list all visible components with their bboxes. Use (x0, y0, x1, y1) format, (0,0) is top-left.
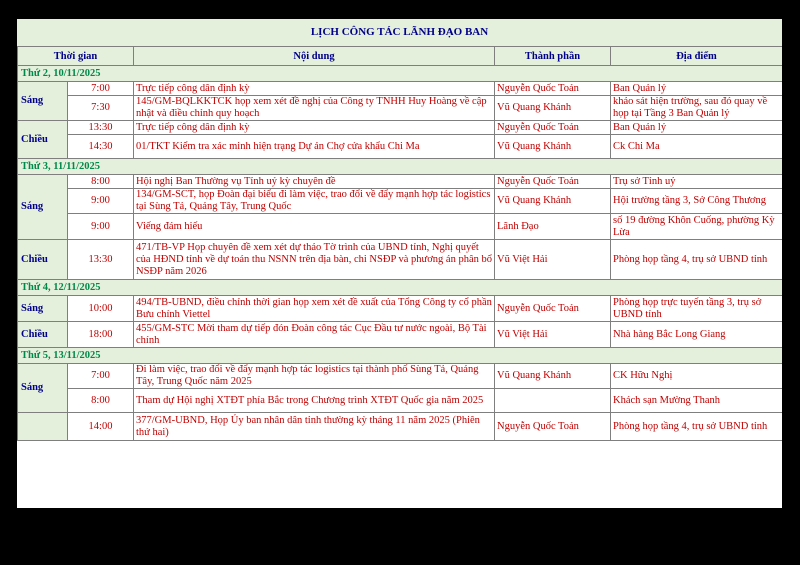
location-cell: Nhà hàng Bắc Long Giang (611, 322, 783, 348)
time-cell: 9:00 (68, 189, 134, 214)
time-cell: 14:30 (68, 135, 134, 159)
session-label: Sáng (18, 296, 68, 322)
content-cell: 377/GM-UBND, Họp Ủy ban nhân dân tỉnh thường kỳ tháng 11 năm 2025 (Phiên thứ hai) (134, 413, 495, 441)
participants-cell: Nguyễn Quốc Toản (495, 121, 611, 135)
location-cell: số 19 đường Khôn Cuống, phường Kỳ Lừa (611, 214, 783, 240)
location-cell: Trụ sở Tỉnh uỷ (611, 175, 783, 189)
session-label: Sáng (18, 364, 68, 413)
time-cell: 8:00 (68, 175, 134, 189)
location-cell: Khách sạn Mường Thanh (611, 389, 783, 413)
session-label: Chiều (18, 322, 68, 348)
table-row (18, 240, 783, 280)
content-cell: 471/TB-VP Họp chuyên đề xem xét dự thảo Tờ trình của UBND tỉnh, Nghị quyết của HĐND tỉnh về dự toán thu NSNN trên địa bàn, chi NSĐP và phương án phân bổ NSĐP năm 2026 (134, 240, 495, 280)
location-cell: CK Hữu Nghị (611, 364, 783, 389)
content-cell: Đi làm việc, trao đổi về đẩy mạnh hợp tác logistics tại thành phố Sùng Tả, Quảng Tây, Trung Quốc năm 2025 (134, 364, 495, 389)
schedule-table (17, 46, 782, 441)
header-participants: Thành phần (495, 47, 611, 66)
location-cell: Phòng họp tầng 4, trụ sở UBND tỉnh (611, 413, 783, 441)
location-cell: khảo sát hiện trường, sau đó quay về họp tại Tầng 3 Ban Quản lý (611, 96, 783, 121)
participants-cell: Vũ Quang Khánh (495, 364, 611, 389)
participants-cell: Lãnh Đạo (495, 214, 611, 240)
content-cell: Hội nghị Ban Thường vụ Tỉnh uỷ kỳ chuyên đề (134, 175, 495, 189)
table-row (18, 364, 783, 389)
content-cell: 134/GM-SCT, họp Đoàn đại biểu đi làm việc, trao đổi về đẩy mạnh hợp tác logistics tại Sùng Tả, Quảng Tây, Trung Quốc (134, 189, 495, 214)
day-label: Thứ 5, 13/11/2025 (18, 348, 783, 364)
participants-cell: Vũ Việt Hải (495, 322, 611, 348)
header-content: Nội dung (134, 47, 495, 66)
participants-cell: Vũ Việt Hải (495, 240, 611, 280)
table-row (18, 175, 783, 189)
day-row (18, 159, 783, 175)
session-label: Chiều (18, 240, 68, 280)
table-row (18, 189, 783, 214)
content-cell: Tham dự Hội nghị XTĐT phía Bắc trong Chương trình XTĐT Quốc gia năm 2025 (134, 389, 495, 413)
day-row (18, 280, 783, 296)
time-cell: 9:00 (68, 214, 134, 240)
participants-cell: Vũ Quang Khánh (495, 135, 611, 159)
time-cell: 7:00 (68, 82, 134, 96)
header-row (18, 47, 783, 66)
location-cell: Phòng họp tầng 4, trụ sở UBND tỉnh (611, 240, 783, 280)
participants-cell: Vũ Quang Khánh (495, 189, 611, 214)
table-row (18, 82, 783, 96)
table-row (18, 121, 783, 135)
day-label: Thứ 3, 11/11/2025 (18, 159, 783, 175)
table-row (18, 296, 783, 322)
session-label: Sáng (18, 82, 68, 121)
table-row (18, 135, 783, 159)
day-label: Thứ 2, 10/11/2025 (18, 66, 783, 82)
participants-cell: Nguyễn Quốc Toản (495, 82, 611, 96)
time-cell: 7:00 (68, 364, 134, 389)
participants-cell (495, 389, 611, 413)
time-cell: 13:30 (68, 240, 134, 280)
content-cell: 494/TB-UBND, điều chỉnh thời gian họp xem xét đề xuất của Tổng Công ty cổ phần Bưu chính Viettel (134, 296, 495, 322)
participants-cell: Vũ Quang Khánh (495, 96, 611, 121)
schedule-sheet (17, 19, 782, 508)
location-cell: Ck Chi Ma (611, 135, 783, 159)
content-cell: Trực tiếp công dân định kỳ (134, 121, 495, 135)
day-label: Thứ 4, 12/11/2025 (18, 280, 783, 296)
location-cell: Ban Quản lý (611, 82, 783, 96)
time-cell: 18:00 (68, 322, 134, 348)
day-row (18, 348, 783, 364)
time-cell: 14:00 (68, 413, 134, 441)
header-time: Thời gian (18, 47, 134, 66)
time-cell: 7:30 (68, 96, 134, 121)
table-row (18, 322, 783, 348)
day-row (18, 66, 783, 82)
time-cell: 13:30 (68, 121, 134, 135)
location-cell: Ban Quản lý (611, 121, 783, 135)
session-label (18, 413, 68, 441)
content-cell: 145/GM-BQLKKTCK họp xem xét đề nghị của Công ty TNHH Huy Hoàng về cập nhật và điều chỉnh quy hoạch (134, 96, 495, 121)
content-cell: Trực tiếp công dân định kỳ (134, 82, 495, 96)
time-cell: 10:00 (68, 296, 134, 322)
session-label: Sáng (18, 175, 68, 240)
participants-cell: Nguyễn Quốc Toản (495, 296, 611, 322)
participants-cell: Nguyễn Quốc Toản (495, 413, 611, 441)
header-location: Địa điểm (611, 47, 783, 66)
location-cell: Hội trường tầng 3, Sở Công Thương (611, 189, 783, 214)
location-cell: Phòng họp trực tuyến tầng 3, trụ sở UBND tỉnh (611, 296, 783, 322)
time-cell: 8:00 (68, 389, 134, 413)
content-cell: 01/TKT Kiểm tra xác minh hiện trạng Dự án Chợ cửa khẩu Chi Ma (134, 135, 495, 159)
table-row (18, 389, 783, 413)
table-row (18, 413, 783, 441)
page-title: LỊCH CÔNG TÁC LÃNH ĐẠO BAN (17, 19, 782, 46)
table-row (18, 214, 783, 240)
session-label: Chiều (18, 121, 68, 159)
participants-cell: Nguyễn Quốc Toản (495, 175, 611, 189)
content-cell: 455/GM-STC Mời tham dự tiếp đón Đoàn công tác Cục Đầu tư nước ngoài, Bộ Tài chính (134, 322, 495, 348)
content-cell: Viếng đám hiếu (134, 214, 495, 240)
table-row (18, 96, 783, 121)
